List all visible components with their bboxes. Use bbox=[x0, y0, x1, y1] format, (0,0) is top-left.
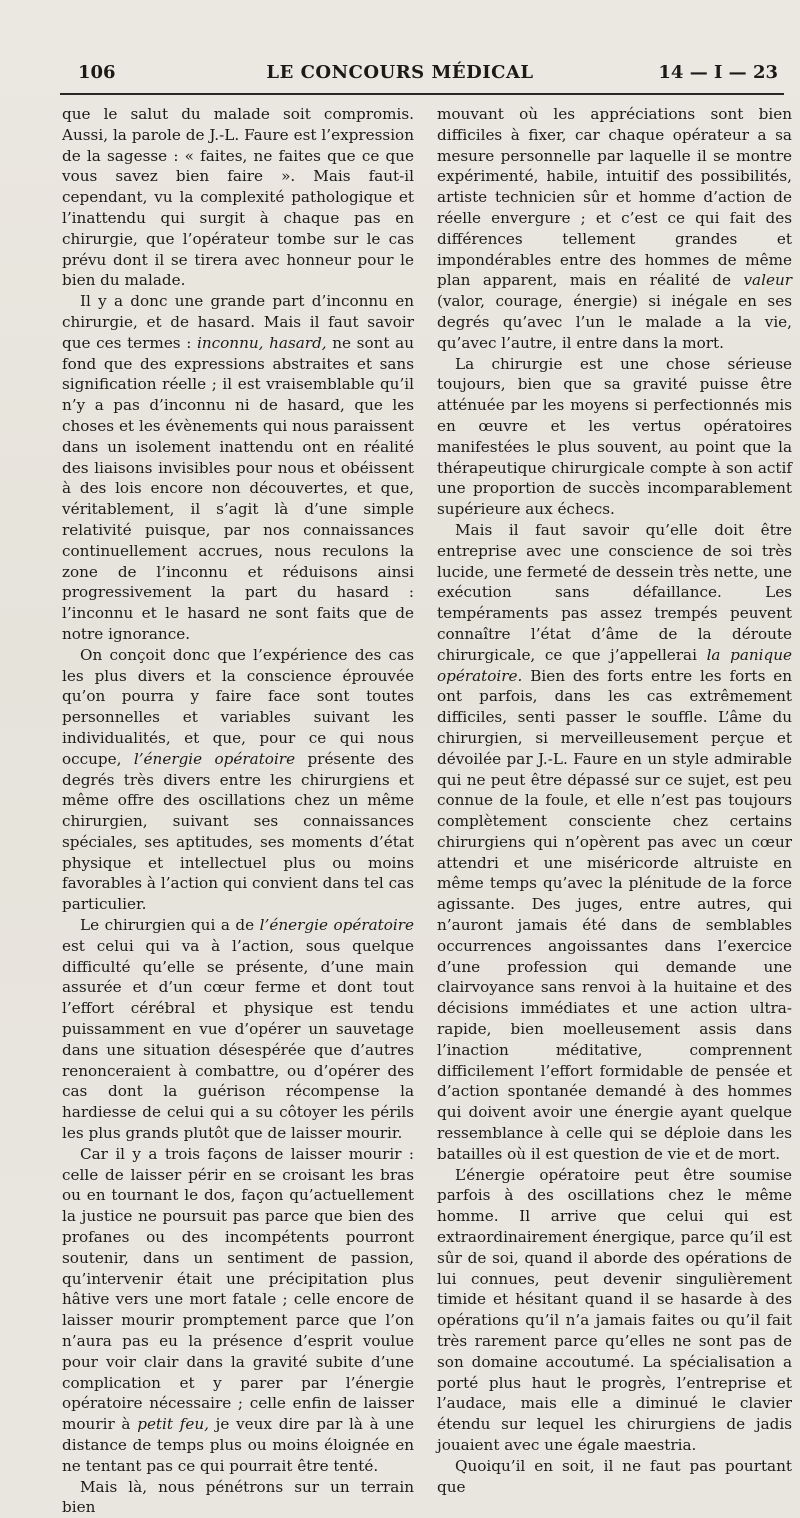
text-run: Il y a donc une grande part d’inconnu en chirurgie, et de hasard. Mais il faut savoir que ces termes : bbox=[62, 292, 414, 352]
italic-phrase: inconnu, hasard, bbox=[197, 333, 327, 352]
text-run: (valor, courage, énergie) si inégale en ses degrés qu’avec l’un le malade a la vie, qu’avec l’autre, il entre dans la mort. bbox=[437, 292, 792, 352]
italic-phrase: l’énergie opératoire bbox=[133, 749, 296, 768]
text-run: je veux dire par là à une distance de temps plus ou moins éloignée en ne tentant pas ce qui pourrait être tenté. bbox=[62, 1415, 414, 1475]
paragraph bbox=[437, 520, 792, 1165]
text-run: On conçoit donc que l’expérience des cas les plus divers et la conscience éprouvée qu’on pourra y faire face sont toutes personnelles et variables suivant les individualités, et que, pour ce qui nous occupe, bbox=[62, 645, 414, 768]
right-column bbox=[437, 104, 792, 1497]
issue-date: 14 — I — 23 bbox=[658, 62, 778, 83]
text-run: ne sont au fond que des expressions abstraites et sans signification réelle ; il est vraisemblable qu’il n’y a pas d’inconnu ni de hasard, que les choses et les évènements qui nous paraissent dans un isolement inattendu ont en réalité des liaisons invisibles pour nous et obéissent à des lois encore non découvertes, et que, véritablement, il s’agit là d’une simple relativité puisque, par nos connaissances continuellement accrues, nous reculons la zone de l’inconnu et réduisons ainsi progressivement la part du hasard : l’inconnu et le hasard ne sont faits que de notre ignorance. bbox=[62, 333, 414, 643]
paragraph bbox=[62, 1477, 414, 1518]
text-run: mouvant où les appréciations sont bien difficiles à fixer, car chaque opérateur a sa mesure personnelle par laquelle il se montre expérimenté, habile, intuitif des possibilités, artiste technicien sûr et homme d’action de réelle envergure ; et c’est ce qui fait des différences tellement grandes et impondérables entre des hommes de même plan apparent, mais en réalité de bbox=[437, 105, 792, 290]
italic-phrase: petit feu, bbox=[137, 1415, 209, 1434]
text-run: Bien des forts entre les forts en ont parfois, dans les cas extrêmement difficiles, senti passer le souffle. L’âme du chirurgien, si merveilleusement perçue et dévoilée par J.-L. Faure en un style admirable qui ne peut être dépassé sur ce sujet, est peu connue de la foule, et elle n’est pas toujours complètement consciente chez certains chirurgiens qui n’opèrent pas avec un cœur attendri et une miséricorde altruiste en même temps qu’avec la plénitude de la force agissante. Des juges, entre autres, qui n’auront jamais été dans de semblables occurrences angoissantes dans l’exercice d’une profession qui demande une clairvoyance sans renvoi à la huitaine et des décisions immédiates et une action ultra-rapide, bien moelleusement assis dans l’inaction méditative, comprennent difficilement l’effort formidable de pensée et d’action spontanée demandé à des hommes qui doivent avoir une énergie ayant quelque ressemblance à celle qui se déploie dans les batailles où il est question de vie et de mort. bbox=[437, 666, 792, 1163]
page-number: 106 bbox=[78, 62, 116, 83]
text-run: Car il y a trois façons de laisser mourir : celle de laisser périr en se croisant les bras ou en tournant le dos, façon qu’actuellement la justice ne poursuit pas parce que bien des profanes ou des incompétents pourront soutenir, dans un sentiment de passion, qu’intervenir était une précipitation plus hâtive vers une mort fatale ; celle encore de laisser mourir promptement parce que l’on n’aura pas eu la présence d’esprit voulue pour voir clair dans la gravité subite d’une complication et y parer par l’énergie opératoire nécessaire ; celle enfin de laisser mourir à bbox=[62, 1144, 414, 1434]
paragraph bbox=[62, 645, 414, 915]
paragraph bbox=[62, 915, 414, 1144]
paragraph bbox=[62, 1144, 414, 1477]
running-header bbox=[0, 56, 800, 92]
italic-phrase: valeur bbox=[743, 271, 792, 290]
text-run: Mais là, nous pénétrons sur un terrain bien bbox=[62, 1477, 414, 1517]
paragraph bbox=[62, 104, 414, 291]
paragraph bbox=[437, 1456, 792, 1498]
italic-phrase: la panique opératoire. bbox=[437, 645, 793, 685]
italic-phrase: l’énergie opératoire bbox=[259, 916, 414, 935]
column-separator bbox=[424, 104, 425, 1244]
header-rule bbox=[60, 93, 784, 95]
journal-title: LE CONCOURS MÉDICAL bbox=[266, 62, 534, 83]
text-run: présente des degrés très divers entre les chirurgiens et même offre des oscillations chez un même chirurgien, suivant ses connaissances spéciales, ses aptitudes, ses moments d’état physique et intellectuel plus ou moins favorables à l’action qui convient dans tel cas particulier. bbox=[62, 749, 414, 914]
text-run: La chirurgie est une chose sérieuse toujours, bien que sa gravité puisse être atténuée par les moyens si perfectionnés mis en œuvre et les vertus opératoires manifestées le plus souvent, au point que la thérapeutique chirurgicale compte à son actif une proportion de succès incomparablement supérieure aux échecs. bbox=[437, 354, 792, 519]
text-run: Mais il faut savoir qu’elle doit être entreprise avec une conscience de soi très lucide, une fermeté de dessein très nette, une exécution sans défaillance. Les tempéraments pas assez trempés peuvent connaître l’état d’âme de la déroute chirurgicale, ce que j’appellerai bbox=[437, 520, 792, 664]
text-run: Le chirurgien qui a de bbox=[80, 916, 260, 935]
left-column bbox=[62, 104, 414, 1518]
paragraph bbox=[62, 291, 414, 645]
text-run: L’énergie opératoire peut être soumise parfois à des oscillations chez le même homme. Il arrive que celui qui est extraordinairement énergique, parce qu’il est sûr de soi, quand il aborde des opérations de lui connues, peut devenir singulièrement timide et hésitant quand il se hasarde à des opérations qu’il n’a jamais faites ou qu’il fait très rarement parce qu’elles ne sont pas de son domaine accoutumé. La spécialisation a porté plus haut le progrès, l’entreprise et l’audace, mais elle a diminué le clavier étendu sur lequel les chirurgiens de jadis jouaient avec une égale maestria. bbox=[437, 1165, 792, 1454]
paragraph bbox=[437, 354, 792, 520]
text-run: est celui qui va à l’action, sous quelque difficulté qu’elle se présente, d’une main assurée et d’un cœur ferme et dont tout l’effort cérébral et physique est tendu puissamment en vue d’opérer un sauvetage dans une situation désespérée que d’autres renonceraient à combattre, ou d’opérer des cas dont la guérison récompense la hardiesse de celui qui a su côtoyer les périls les plus grands plutôt que de laisser mourir. bbox=[62, 936, 414, 1143]
paragraph bbox=[437, 1165, 792, 1456]
text-run: Quoiqu’il en soit, il ne faut pas pourtant que bbox=[437, 1456, 792, 1496]
paragraph bbox=[437, 104, 792, 354]
text-run: que le salut du malade soit compromis. Aussi, la parole de J.-L. Faure est l’expression de la sagesse : « faites, ne faites que ce que vous savez bien faire ». Mais faut-il cependant, vu la complexité pathologique et l’inattendu qui surgit à chaque pas en chirurgie, que l’opérateur tombe sur le cas prévu dont il se tirera avec honneur pour le bien du malade. bbox=[62, 105, 414, 290]
